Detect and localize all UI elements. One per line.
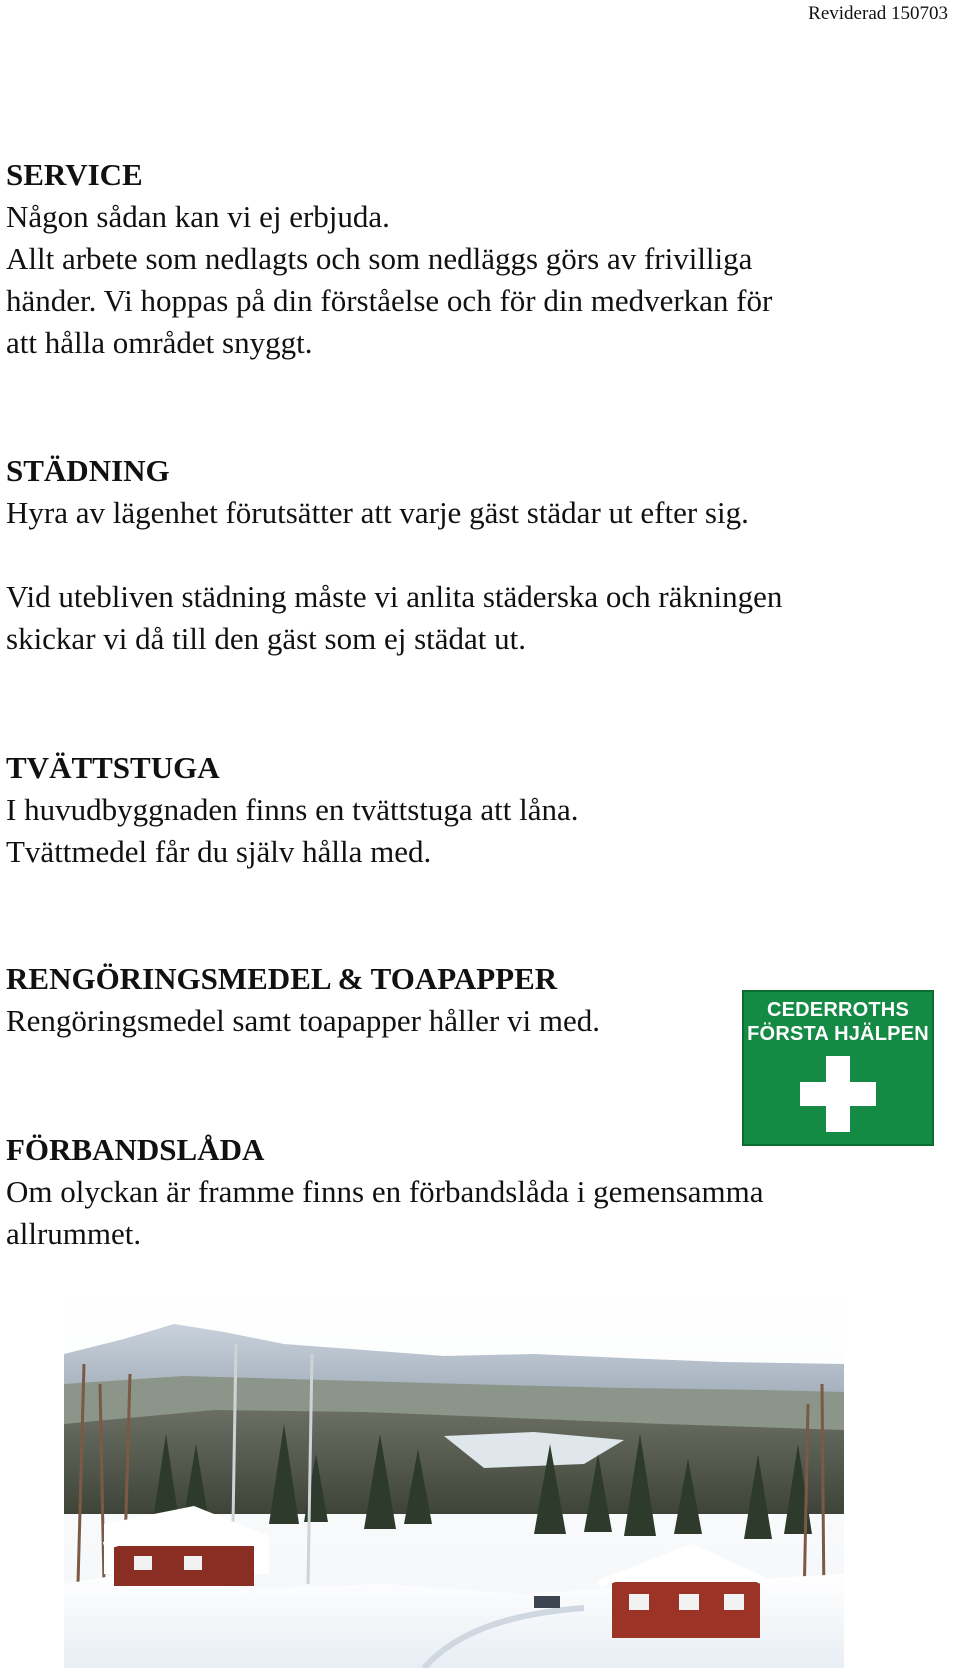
first-aid-sign xyxy=(742,990,934,1146)
service-text-line: Någon sådan kan vi ej erbjuda. xyxy=(6,199,390,234)
service-text-line: att hålla området snyggt. xyxy=(6,325,313,360)
section-rengoring xyxy=(6,958,600,1042)
winter-landscape-photo xyxy=(64,1284,844,1668)
stadning-heading: STÄDNING xyxy=(6,453,170,488)
stadning-text-line: skickar vi då till den gäst som ej städat ut. xyxy=(6,621,527,656)
tvattstuga-text-line: I huvudbyggnaden finns en tvättstuga att låna. xyxy=(6,792,579,827)
first-aid-sign-label: FÖRSTA HJÄLPEN xyxy=(747,1023,929,1045)
service-text-line: händer. Vi hoppas på din förståelse och för din medverkan för xyxy=(6,283,773,318)
service-text-line: Allt arbete som nedlagts och som nedläggs görs av frivilliga xyxy=(6,241,753,276)
section-service xyxy=(6,154,772,364)
tvattstuga-heading: TVÄTTSTUGA xyxy=(6,750,220,785)
first-aid-sign-brand: CEDERROTHS xyxy=(766,999,909,1021)
rengoring-heading: RENGÖRINGSMEDEL & TOAPAPPER xyxy=(6,961,558,996)
stadning-text-line: Vid utebliven städning måste vi anlita städerska och räkningen xyxy=(6,579,783,614)
section-stadning xyxy=(6,450,782,660)
section-tvattstuga xyxy=(6,747,579,873)
white-cross-icon xyxy=(796,1052,880,1136)
revision-date: Reviderad 150703 xyxy=(808,3,948,24)
rengoring-text-line: Rengöringsmedel samt toapapper håller vi med. xyxy=(6,1003,600,1038)
forbandslada-text-line: Om olyckan är framme finns en förbandslåda i gemensamma xyxy=(6,1174,764,1209)
stadning-text-line: Hyra av lägenhet förutsätter att varje gäst städar ut efter sig. xyxy=(6,495,749,530)
forbandslada-heading: FÖRBANDSLÅDA xyxy=(6,1132,265,1167)
forbandslada-text-line: allrummet. xyxy=(6,1216,142,1251)
section-forbandslada xyxy=(6,1129,764,1255)
tvattstuga-text-line: Tvättmedel får du själv hålla med. xyxy=(6,834,432,869)
service-heading: SERVICE xyxy=(6,157,143,192)
